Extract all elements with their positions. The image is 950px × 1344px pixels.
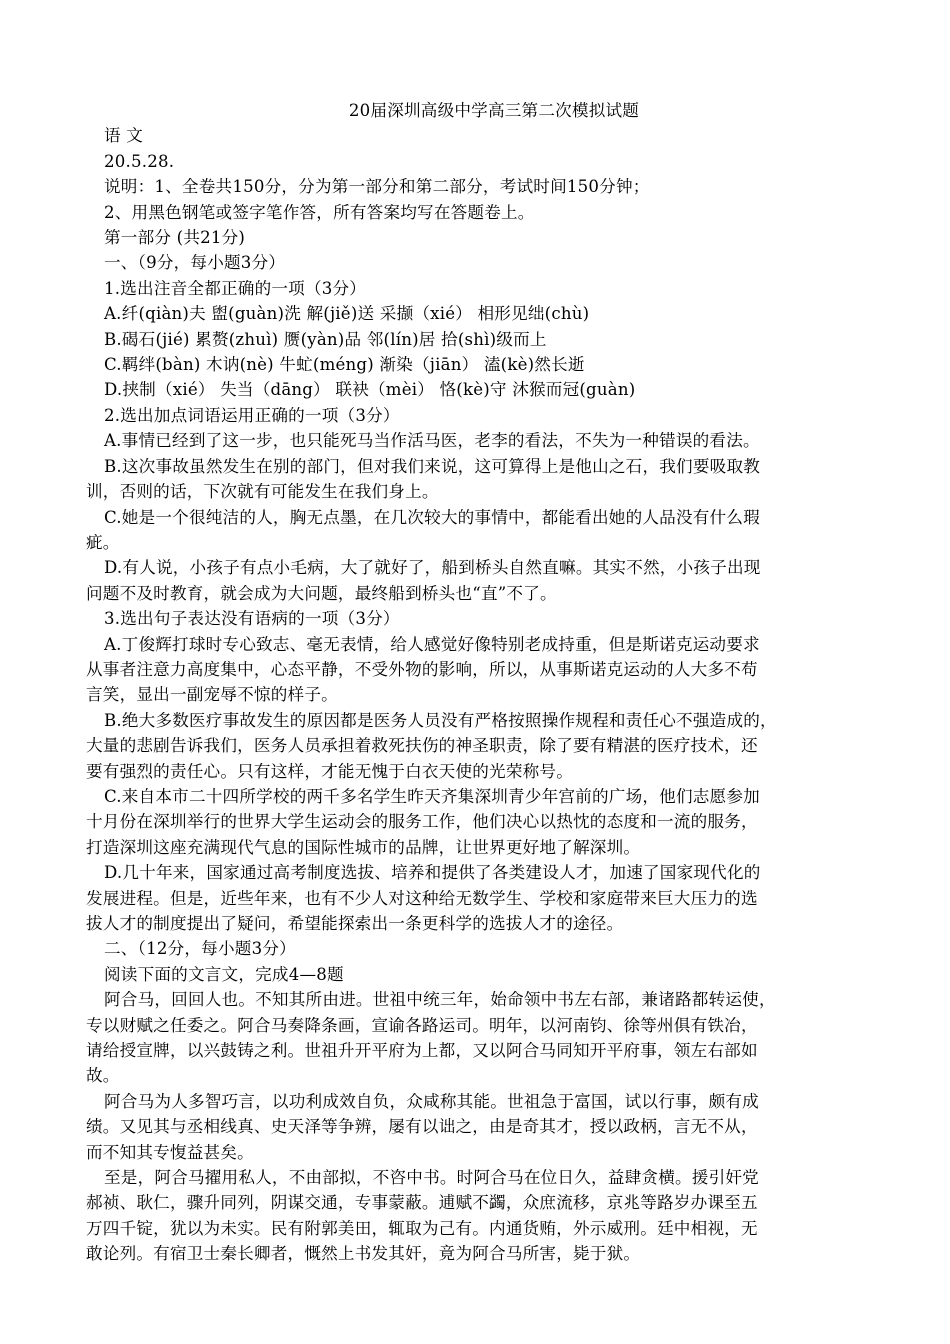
subject-label: 语 文: [104, 126, 144, 146]
option-line-cont: 十月份在深圳举行的世界大学生运动会的服务工作，他们决心以热忱的态度和一流的服务，: [86, 812, 758, 832]
option-line: C.来自本市二十四所学校的两千多名学生昨天齐集深圳青少年宫前的广场，他们志愿参加: [104, 786, 760, 806]
passage-line: 绩。又见其与丞相线真、史天泽等争辨，屡有以诎之，由是奇其才，授以政柄，言无不从，: [86, 1117, 758, 1137]
option-line: A.事情已经到了这一步，也只能死马当作活马医，老李的看法，不失为一种错误的看法。: [104, 431, 760, 451]
instruction-line: 说明：1、全卷共150分，分为第一部分和第二部分，考试时间150分钟；: [104, 177, 650, 197]
option-line-cont: 发展进程。但是，近些年来，也有不少人对这种给无数学生、学校和家庭带来巨大压力的选: [86, 888, 758, 908]
option-line: A.纤(qiàn)夫 盥(guàn)洗 解(jiě)送 采撷（xié） 相形见绌(chù): [104, 304, 590, 324]
option-line: A.丁俊辉打球时专心致志、毫无表情，给人感觉好像特别老成持重，但是斯诺克运动要求: [104, 634, 760, 654]
passage-line: 至是，阿合马擢用私人，不由部拟，不咨中书。时阿合马在位日久，益肆贪横。援引奸党: [104, 1168, 759, 1188]
option-line-cont: 拔人才的制度提出了疑问，希望能探索出一条更科学的选拔人才的途径。: [86, 914, 624, 933]
passage-line: 阿合马，回回人也。不知其所由进。世祖中统三年，始命领中书左右部，兼诸路都转运使，: [104, 990, 776, 1010]
reading-instruction: 阅读下面的文言文，完成4—8题: [104, 964, 344, 984]
passage-line: 故。: [86, 1066, 120, 1086]
option-line: C.羁绊(bàn) 木讷(nè) 牛虻(méng) 渐染（jiān） 溘(kè)然长逝: [104, 355, 585, 375]
section-heading: 一、（9分，每小题3分）: [104, 253, 286, 273]
option-line-cont: 要有强烈的责任心。只有这样，才能无愧于白衣天使的光荣称号。: [86, 761, 574, 781]
part-heading: 第一部分 (共21分): [104, 228, 246, 248]
question-stem: 3.选出句子表达没有语病的一项（3分）: [104, 609, 400, 629]
option-line: C.她是一个很纯洁的人，胸无点墨，在几次较大的事情中，都能看出她的人品没有什么瑕: [104, 507, 760, 527]
option-line-cont: 问题不及时教育，就会成为大问题，最终船到桥头也“直”不了。: [86, 583, 557, 603]
option-line-cont: 言笑，显出一副宠辱不惊的样子。: [86, 685, 338, 705]
option-line: B.碣石(jié) 累赘(zhuì) 赝(yàn)品 邻(lín)居 拾(shì)级而上: [104, 329, 547, 349]
option-line: D.挟制（xié） 失当（dāng） 联袂（mèi） 恪(kè)守 沐猴而冠(guàn): [104, 380, 636, 400]
option-line-cont: 疵。: [86, 532, 120, 552]
passage-line: 请给授宣牌，以兴鼓铸之利。世祖升开平府为上都，又以阿合马同知开平府事，领左右部如: [86, 1041, 758, 1061]
passage-line: 阿合马为人多智巧言，以功利成效自负，众咸称其能。世祖急于富国，试以行事，颇有成: [104, 1091, 759, 1111]
passage-line: 专以财赋之任委之。阿合马奏降条画，宣谕各路运司。明年，以河南钧、徐等州俱有铁冶，: [86, 1015, 758, 1035]
passage-line: 万四千锭，犹以为未实。民有附郭美田，辄取为己有。内通货贿，外示威刑。廷中相视，无: [86, 1218, 758, 1238]
option-line: D.几十年来，国家通过高考制度选拔、培养和提供了各类建设人才，加速了国家现代化的: [104, 863, 761, 883]
option-line-cont: 大量的悲剧告诉我们，医务人员承担着救死扶伤的神圣职责，除了要有精湛的医疗技术，还: [86, 736, 758, 756]
section-heading: 二、（12分，每小题3分）: [104, 939, 296, 959]
option-line-cont: 训，否则的话，下次就有可能发生在我们身上。: [86, 482, 439, 502]
option-line: D.有人说，小孩子有点小毛病，大了就好了，船到桥头自然直嘛。其实不然，小孩子出现: [104, 558, 761, 578]
option-line: B.这次事故虽然发生在别的部门，但对我们来说，这可算得上是他山之石，我们要吸取教: [104, 456, 761, 476]
passage-line: 敢论列。有宿卫士秦长卿者，慨然上书发其奸，竟为阿合马所害，毙于狱。: [86, 1244, 641, 1264]
option-line: B.绝大多数医疗事故发生的原因都是医务人员没有严格按照操作规程和责任心不强造成的，: [104, 710, 777, 730]
option-line-cont: 打造深圳这座充满现代气息的国际性城市的品牌，让世界更好地了解深圳。: [86, 837, 641, 857]
exam-date: 20.5.28.: [104, 151, 175, 171]
passage-line: 郝祯、耿仁，骤升同列，阴谋交通，专事蒙蔽。逋赋不蠲，众庶流移，京兆等路岁办课至五: [86, 1193, 758, 1213]
passage-line: 而不知其专愎益甚矣。: [86, 1142, 254, 1162]
instruction-line: 2、用黑色钢笔或签字笔作答，所有答案均写在答题卷上。: [104, 202, 535, 222]
exam-title: 20届深圳高级中学高三第二次模拟试题: [348, 101, 640, 120]
question-stem: 2.选出加点词语运用正确的一项（3分）: [104, 405, 400, 425]
option-line-cont: 从事者注意力高度集中，心态平静，不受外物的影响，所以，从事斯诺克运动的人大多不苟: [86, 659, 758, 679]
question-stem: 1.选出注音全都正确的一项（3分）: [104, 278, 367, 298]
